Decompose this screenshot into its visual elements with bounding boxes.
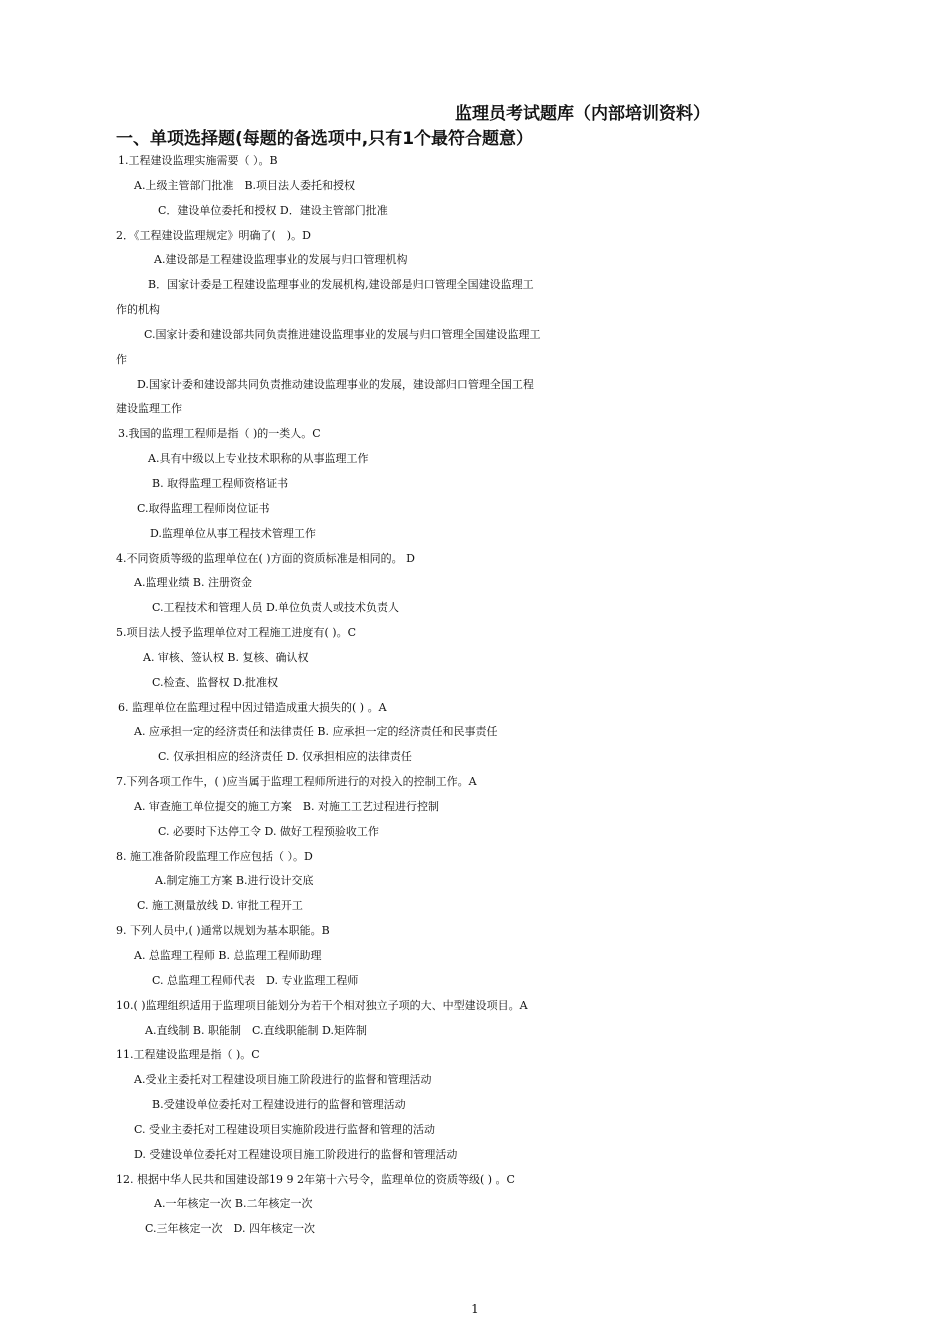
- answer-option: B．国家计委是工程建设监理事业的发展机构,建设部是归口管理全国建设监理工: [148, 278, 534, 292]
- answer-options: A. 应承担一定的经济责任和法律责任 B. 应承担一定的经济责任和民事责任: [134, 725, 498, 739]
- question-stem: 7.下列各项工作牛，( )应当属于监理工程师所进行的对投入的控制工作。A: [116, 775, 477, 789]
- question-stem: 11.工程建设监理是指（ )。C: [116, 1048, 260, 1062]
- answer-option-continued: 作: [116, 352, 127, 366]
- answer-option: D.国家计委和建设部共同负责推动建设监理事业的发展，建设部归口管理全国工程: [137, 377, 534, 391]
- answer-option: C. 受业主委托对工程建设项目实施阶段进行监督和管理的活动: [134, 1122, 436, 1136]
- question-stem: 3.我国的监理工程师是指（ )的一类人。C: [118, 427, 321, 441]
- answer-options: C.检查、监督权 D.批准权: [152, 675, 278, 689]
- question-stem: 12. 根据中华人民共和国建设部19 9 2年第十六号令，监理单位的资质等级( ) 。C: [116, 1172, 515, 1186]
- answer-options: A.监理业绩 B. 注册资金: [134, 576, 253, 590]
- answer-options: A.一年核定一次 B.二年核定一次: [154, 1197, 313, 1211]
- answer-option: B.受建设单位委托对工程建设进行的监督和管理活动: [152, 1098, 406, 1112]
- answer-options: A. 总监理工程师 B. 总监理工程师助理: [134, 949, 322, 962]
- question-stem: 9. 下列人员中,( )通常以规划为基本职能。B: [116, 924, 330, 938]
- answer-options: A.直线制 B. 职能制 C.直线职能制 D.矩阵制: [145, 1023, 367, 1037]
- document-title: 监理员考试题库（内部培训资料）: [455, 104, 710, 124]
- answer-option: C.取得监理工程师岗位证书: [137, 501, 270, 515]
- answer-options: A.制定施工方案 B.进行设计交底: [155, 874, 314, 888]
- answer-option: A.受业主委托对工程建设项目施工阶段进行的监督和管理活动: [134, 1073, 432, 1087]
- page-number: 1: [471, 1302, 479, 1316]
- question-stem: 5.项目法人授予监理单位对工程施工进度有( )。C: [116, 626, 356, 640]
- answer-options: C. 施工测量放线 D. 审批工程开工: [137, 899, 303, 913]
- answer-option: B. 取得监理工程师资格证书: [152, 476, 289, 490]
- answer-option: C.国家计委和建设部共同负责推进建设监理事业的发展与归口管理全国建设监理工: [144, 327, 541, 341]
- answer-option: A.建设部是工程建设监理事业的发展与归口管理机构: [154, 253, 408, 267]
- question-list: [0, 149, 950, 1242]
- answer-option-continued: 建设监理工作: [116, 402, 182, 416]
- answer-options: A.上级主管部门批准 B.项目法人委托和授权: [134, 178, 356, 192]
- answer-options: C．建设单位委托和授权 D．建设主管部门批准: [158, 203, 388, 217]
- question-stem: 2．《工程建设监理规定》明确了( )。D: [116, 228, 311, 242]
- question-stem: 4.不同资质等级的监理单位在( )方面的资质标准是相同的。 D: [116, 551, 415, 565]
- answer-options: C. 必要时下达停工令 D. 做好工程预验收工作: [158, 824, 379, 838]
- question-stem: 1.工程建设监理实施需要（ ）。B: [118, 154, 278, 167]
- question-stem: 10.( )监理组织适用于监理项目能划分为若干个相对独立子项的大、中型建设项目。A: [116, 998, 528, 1012]
- answer-option: A.具有中级以上专业技术职称的从事监理工作: [148, 452, 369, 466]
- answer-options: A. 审查施工单位提交的施工方案 B. 对施工工艺过程进行控制: [134, 799, 440, 813]
- answer-option: D. 受建设单位委托对工程建设项目施工阶段进行的监督和管理活动: [134, 1147, 458, 1161]
- answer-options: A. 审核、签认权 B. 复核、确认权: [143, 650, 309, 664]
- section-heading: 一、单项选择题(每题的备选项中,只有1个最符合题意）: [116, 129, 534, 149]
- answer-options: C.工程技术和管理人员 D.单位负责人或技术负责人: [152, 601, 399, 615]
- answer-option: D.监理单位从事工程技术管理工作: [150, 526, 316, 540]
- question-stem: 6. 监理单位在监理过程中因过错造成重大损失的( ) 。A: [118, 700, 387, 714]
- answer-options: C. 仅承担相应的经济责任 D. 仅承担相应的法律责任: [158, 750, 412, 764]
- answer-options: C. 总监理工程师代表 D. 专业监理工程师: [152, 973, 359, 987]
- answer-option-continued: 作的机构: [116, 303, 160, 317]
- answer-options: C.三年核定一次 D. 四年核定一次: [145, 1222, 315, 1236]
- question-stem: 8. 施工准备阶段监理工作应包括（ ）。D: [116, 849, 313, 863]
